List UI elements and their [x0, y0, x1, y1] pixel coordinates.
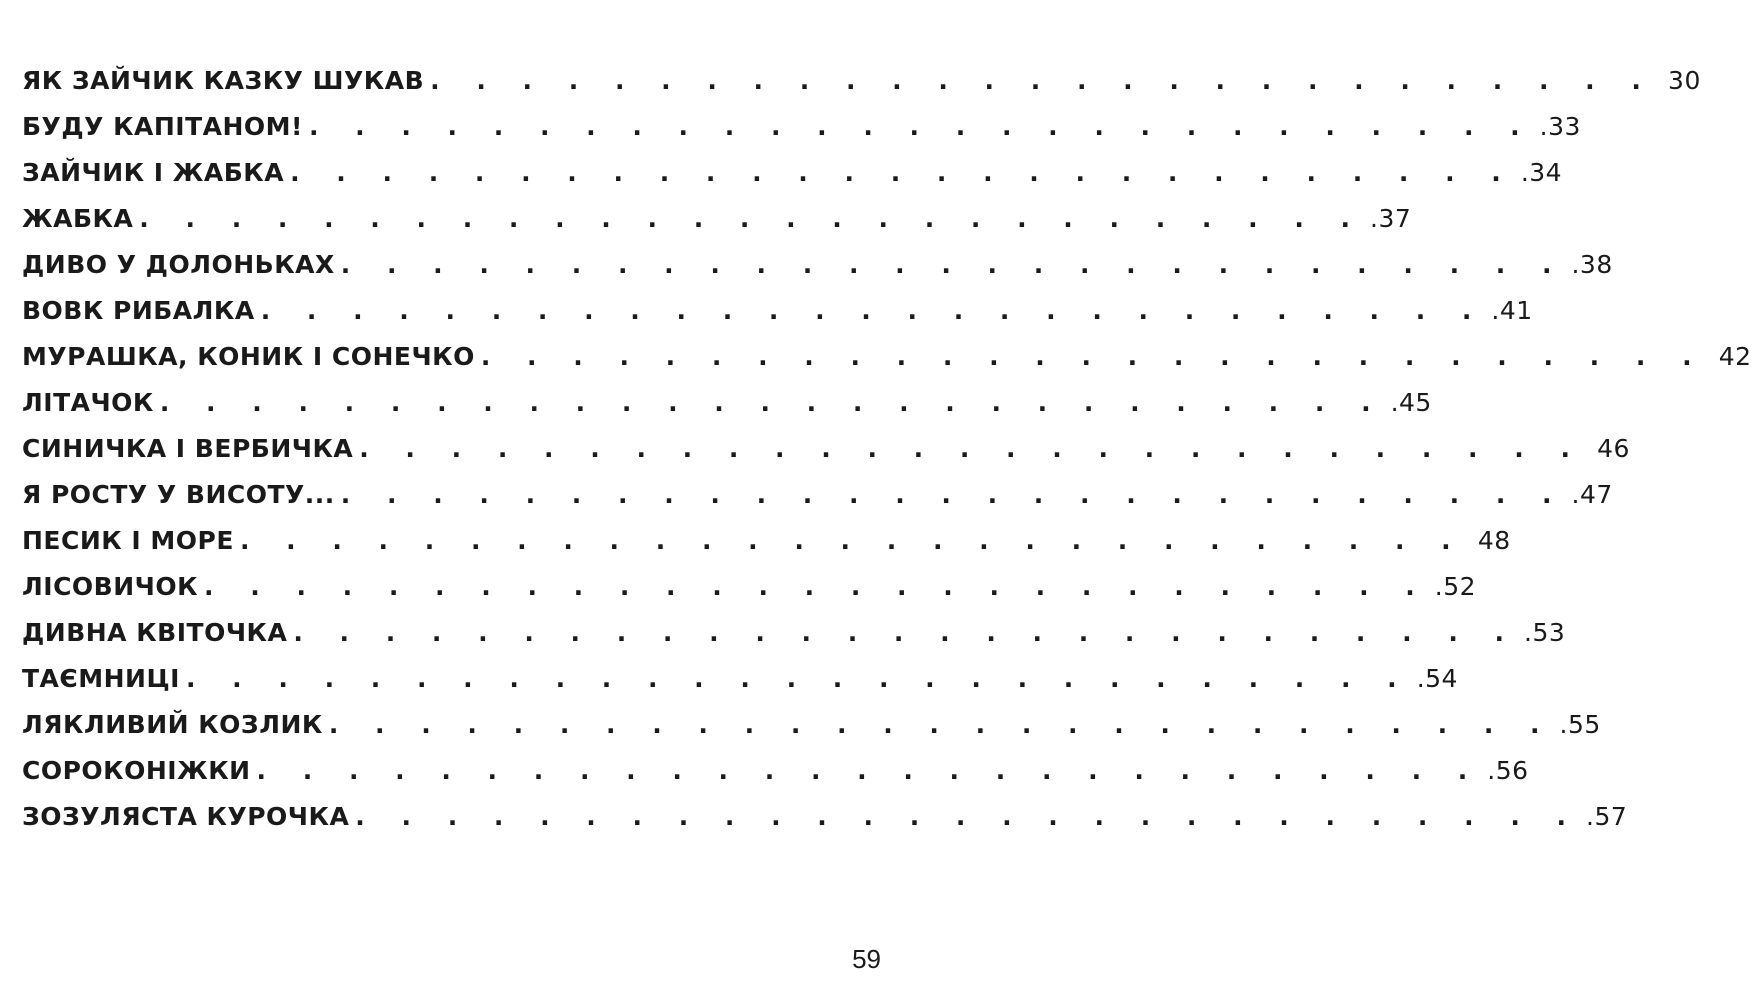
- dot-leader: . . . . . . . . . . . . . . . . . . . . . . . . . . .: [430, 66, 1655, 95]
- toc-entry[interactable]: [22, 702, 1601, 748]
- toc-entry-title: ПЕСИК І МОРЕ: [22, 526, 234, 555]
- toc-entry[interactable]: [22, 748, 1529, 794]
- toc-entry-title: СИНИЧКА І ВЕРБИЧКА: [22, 434, 354, 463]
- toc-entry-title: СОРОКОНІЖКИ: [22, 756, 251, 785]
- toc-entry-page: 30: [1668, 66, 1701, 95]
- toc-entry[interactable]: [22, 794, 1628, 840]
- dot-leader: . . . . . . . . . . . . . . . . . . . . . . . . . . .: [260, 296, 1486, 325]
- page-number: 59: [852, 944, 881, 974]
- toc-entry-title: ТАЄМНИЦІ: [22, 664, 180, 693]
- toc-entry-title: БУДУ КАПІТАНОМ!: [22, 112, 303, 141]
- toc-entry-page: 48: [1477, 526, 1511, 555]
- toc-entry-page: .56: [1487, 756, 1529, 785]
- dot-leader: . . . . . . . . . . . . . . . . . . . . . . . . . . .: [480, 342, 1706, 371]
- toc-entry-page: .45: [1390, 388, 1432, 417]
- toc-entry-title: ДИВО У ДОЛОНЬКАХ: [22, 250, 335, 279]
- toc-entry[interactable]: [22, 518, 1511, 564]
- toc-entry-page: .52: [1434, 572, 1477, 601]
- dot-leader: . . . . . . . . . . . . . . . . . . . . . . . . . . .: [159, 388, 1385, 417]
- toc-entry-page: .41: [1491, 296, 1533, 325]
- dot-leader: . . . . . . . . . . . . . . . . . . . . . . . . . . .: [328, 710, 1554, 739]
- dot-leader: . . . . . . . . . . . . . . . . . . . . . . . . . . .: [185, 664, 1411, 693]
- toc-entry-title: ЗАЙЧИК І ЖАБКА: [22, 158, 285, 187]
- toc-entry-title: МУРАШКА, КОНИК І СОНЕЧКО: [22, 342, 475, 371]
- dot-leader: . . . . . . . . . . . . . . . . . . . . . . . . . . .: [308, 112, 1534, 141]
- dot-leader: . . . . . . . . . . . . . . . . . . . . . . . . . . .: [290, 158, 1515, 187]
- dot-leader: . . . . . . . . . . . . . . . . . . . . . . . . . . .: [359, 434, 1584, 463]
- dot-leader: . . . . . . . . . . . . . . . . . . . . . . . . . . .: [355, 802, 1581, 831]
- dot-leader: . . . . . . . . . . . . . . . . . . . . . . . . . . .: [256, 756, 1482, 785]
- dot-leader: . . . . . . . . . . . . . . . . . . . . . . . . . . .: [239, 526, 1465, 555]
- toc-entry-page: .37: [1370, 204, 1412, 233]
- dot-leader: . . . . . . . . . . . . . . . . . . . . . . . . . . .: [204, 572, 1429, 601]
- toc-entry-title: ЛІТАЧОК: [22, 388, 154, 417]
- toc-entry-title: ДИВНА КВІТОЧКА: [22, 618, 288, 647]
- toc-entry[interactable]: [22, 656, 1458, 702]
- dot-leader: . . . . . . . . . . . . . . . . . . . . . . . . . . .: [340, 480, 1566, 509]
- toc-entry-title: ЖАБКА: [22, 204, 134, 233]
- toc-entry[interactable]: [22, 196, 1412, 242]
- toc-entry[interactable]: [22, 242, 1613, 288]
- toc-entry[interactable]: [22, 472, 1613, 518]
- toc-entry[interactable]: [22, 380, 1432, 426]
- toc-entry[interactable]: [22, 610, 1566, 656]
- toc-entry-title: ЛЯКЛИВИЙ КОЗЛИК: [22, 710, 323, 739]
- toc-entry[interactable]: [22, 426, 1630, 472]
- toc-entry[interactable]: [22, 334, 1752, 380]
- toc-entry-title: ВОВК РИБАЛКА: [22, 296, 255, 325]
- toc-entry-page: .38: [1571, 250, 1613, 279]
- toc-entry-page: .53: [1524, 618, 1566, 647]
- toc-entry-page: .47: [1571, 480, 1613, 509]
- toc-entry-page: .57: [1586, 802, 1628, 831]
- toc-entry-title: ЛІСОВИЧОК: [22, 572, 199, 601]
- toc-entry[interactable]: [22, 288, 1533, 334]
- toc-entry[interactable]: [22, 58, 1701, 104]
- dot-leader: . . . . . . . . . . . . . . . . . . . . . . . . . . .: [293, 618, 1519, 647]
- table-of-contents: [22, 58, 1752, 840]
- toc-entry-page: .55: [1559, 710, 1601, 739]
- toc-entry-page: .33: [1539, 112, 1581, 141]
- toc-entry-title: ЗОЗУЛЯСТА КУРОЧКА: [22, 802, 350, 831]
- toc-entry-page: .54: [1416, 664, 1458, 693]
- toc-entry-title: Я РОСТУ У ВИСОТУ...: [22, 480, 335, 509]
- dot-leader: . . . . . . . . . . . . . . . . . . . . . . . . . . .: [139, 204, 1365, 233]
- toc-entry-title: ЯК ЗАЙЧИК КАЗКУ ШУКАВ: [22, 66, 425, 95]
- toc-entry[interactable]: [22, 564, 1477, 610]
- dot-leader: . . . . . . . . . . . . . . . . . . . . . . . . . . .: [340, 250, 1566, 279]
- toc-entry-page: 42: [1718, 342, 1752, 371]
- toc-entry-page: .34: [1520, 158, 1563, 187]
- toc-entry[interactable]: [22, 104, 1581, 150]
- toc-entry-page: 46: [1597, 434, 1630, 463]
- toc-entry[interactable]: [22, 150, 1563, 196]
